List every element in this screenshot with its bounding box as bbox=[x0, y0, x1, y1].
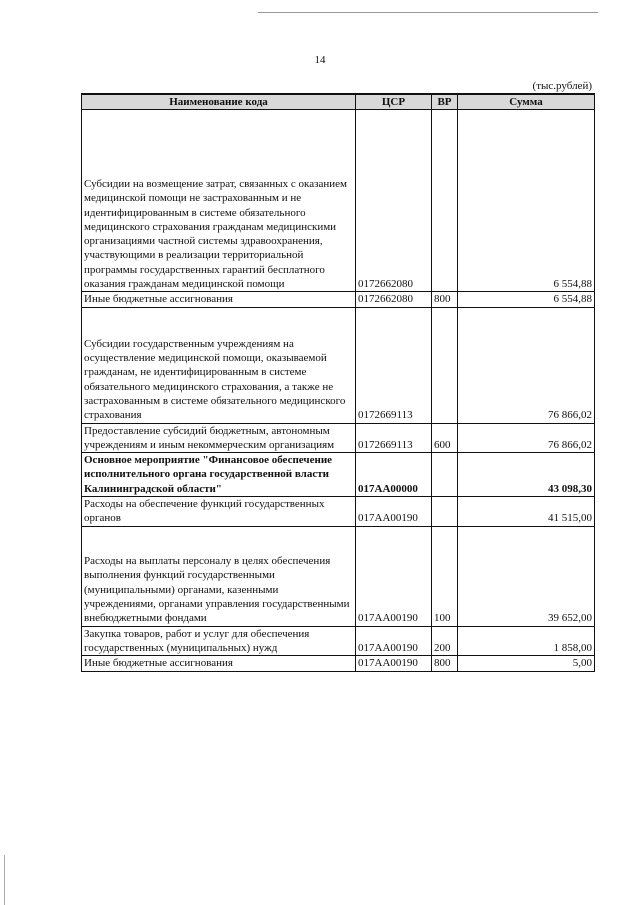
row-code: 017АА00190 bbox=[356, 497, 432, 527]
row-sum: 76 866,02 bbox=[458, 423, 595, 453]
table-row bbox=[82, 656, 595, 671]
row-sum: 41 515,00 bbox=[458, 497, 595, 527]
row-name: Иные бюджетные ассигнования bbox=[82, 656, 356, 671]
top-rule bbox=[258, 12, 598, 13]
table-row bbox=[82, 307, 595, 423]
row-code: 0172669113 bbox=[356, 307, 432, 423]
row-name: Субсидии на возмещение затрат, связанных с оказанием медицинской помощи не застрахованным и не идентифицированным в системе обязательного медицинского страхования гражданам медицинскими организациями частной системы здравоохранения, участвующими в реализации территориальной программы государственных гарантий бесплатного оказания гражданам медицинской помощи bbox=[82, 110, 356, 292]
row-vr bbox=[432, 497, 458, 527]
row-vr: 600 bbox=[432, 423, 458, 453]
header-code: ЦСР bbox=[356, 94, 432, 110]
row-code: 017АА00190 bbox=[356, 656, 432, 671]
row-sum: 1 858,00 bbox=[458, 626, 595, 656]
row-sum: 43 098,30 bbox=[458, 453, 595, 497]
row-vr bbox=[432, 307, 458, 423]
row-code: 0172669113 bbox=[356, 423, 432, 453]
table-row bbox=[82, 453, 595, 497]
header-vr: ВР bbox=[432, 94, 458, 110]
row-code: 017АА00190 bbox=[356, 526, 432, 626]
row-name: Расходы на выплаты персоналу в целях обеспечения выполнения функций государственными (муниципальными) органами, казенными учреждениями, органами управления государственными внебюджетными фондами bbox=[82, 526, 356, 626]
table-row bbox=[82, 526, 595, 626]
table-row bbox=[82, 626, 595, 656]
row-sum: 6 554,88 bbox=[458, 110, 595, 292]
row-vr: 800 bbox=[432, 292, 458, 307]
row-sum: 76 866,02 bbox=[458, 307, 595, 423]
scan-edge-line bbox=[4, 855, 5, 905]
row-name: Субсидии государственным учреждениям на осуществление медицинской помощи, оказываемой гражданам, не идентифицированным в системе обязательного медицинского страхования, а также не застрахованным в системе обязательного медицинского страхования bbox=[82, 307, 356, 423]
row-code: 017АА00190 bbox=[356, 626, 432, 656]
row-vr: 100 bbox=[432, 526, 458, 626]
table-row bbox=[82, 423, 595, 453]
row-code: 0172662080 bbox=[356, 292, 432, 307]
row-name: Закупка товаров, работ и услуг для обеспечения государственных (муниципальных) нужд bbox=[82, 626, 356, 656]
table-row bbox=[82, 497, 595, 527]
row-vr bbox=[432, 110, 458, 292]
header-sum: Сумма bbox=[458, 94, 595, 110]
units-label: (тыс.рублей) bbox=[532, 80, 592, 92]
row-code: 017АА00000 bbox=[356, 453, 432, 497]
row-name: Иные бюджетные ассигнования bbox=[82, 292, 356, 307]
header-name: Наименование кода bbox=[82, 94, 356, 110]
table-row bbox=[82, 110, 595, 292]
table-row bbox=[82, 292, 595, 307]
table-header-row bbox=[82, 94, 595, 110]
row-sum: 39 652,00 bbox=[458, 526, 595, 626]
row-name: Основное мероприятие "Финансовое обеспечение исполнительного органа государственной власти Калининградской области" bbox=[82, 453, 356, 497]
page-number: 14 bbox=[314, 54, 326, 66]
row-name: Предоставление субсидий бюджетным, автономным учреждениям и иным некоммерческим организациям bbox=[82, 423, 356, 453]
row-sum: 5,00 bbox=[458, 656, 595, 671]
budget-table bbox=[81, 93, 595, 672]
row-vr bbox=[432, 453, 458, 497]
row-sum: 6 554,88 bbox=[458, 292, 595, 307]
row-vr: 200 bbox=[432, 626, 458, 656]
row-code: 0172662080 bbox=[356, 110, 432, 292]
row-vr: 800 bbox=[432, 656, 458, 671]
row-name: Расходы на обеспечение функций государственных органов bbox=[82, 497, 356, 527]
